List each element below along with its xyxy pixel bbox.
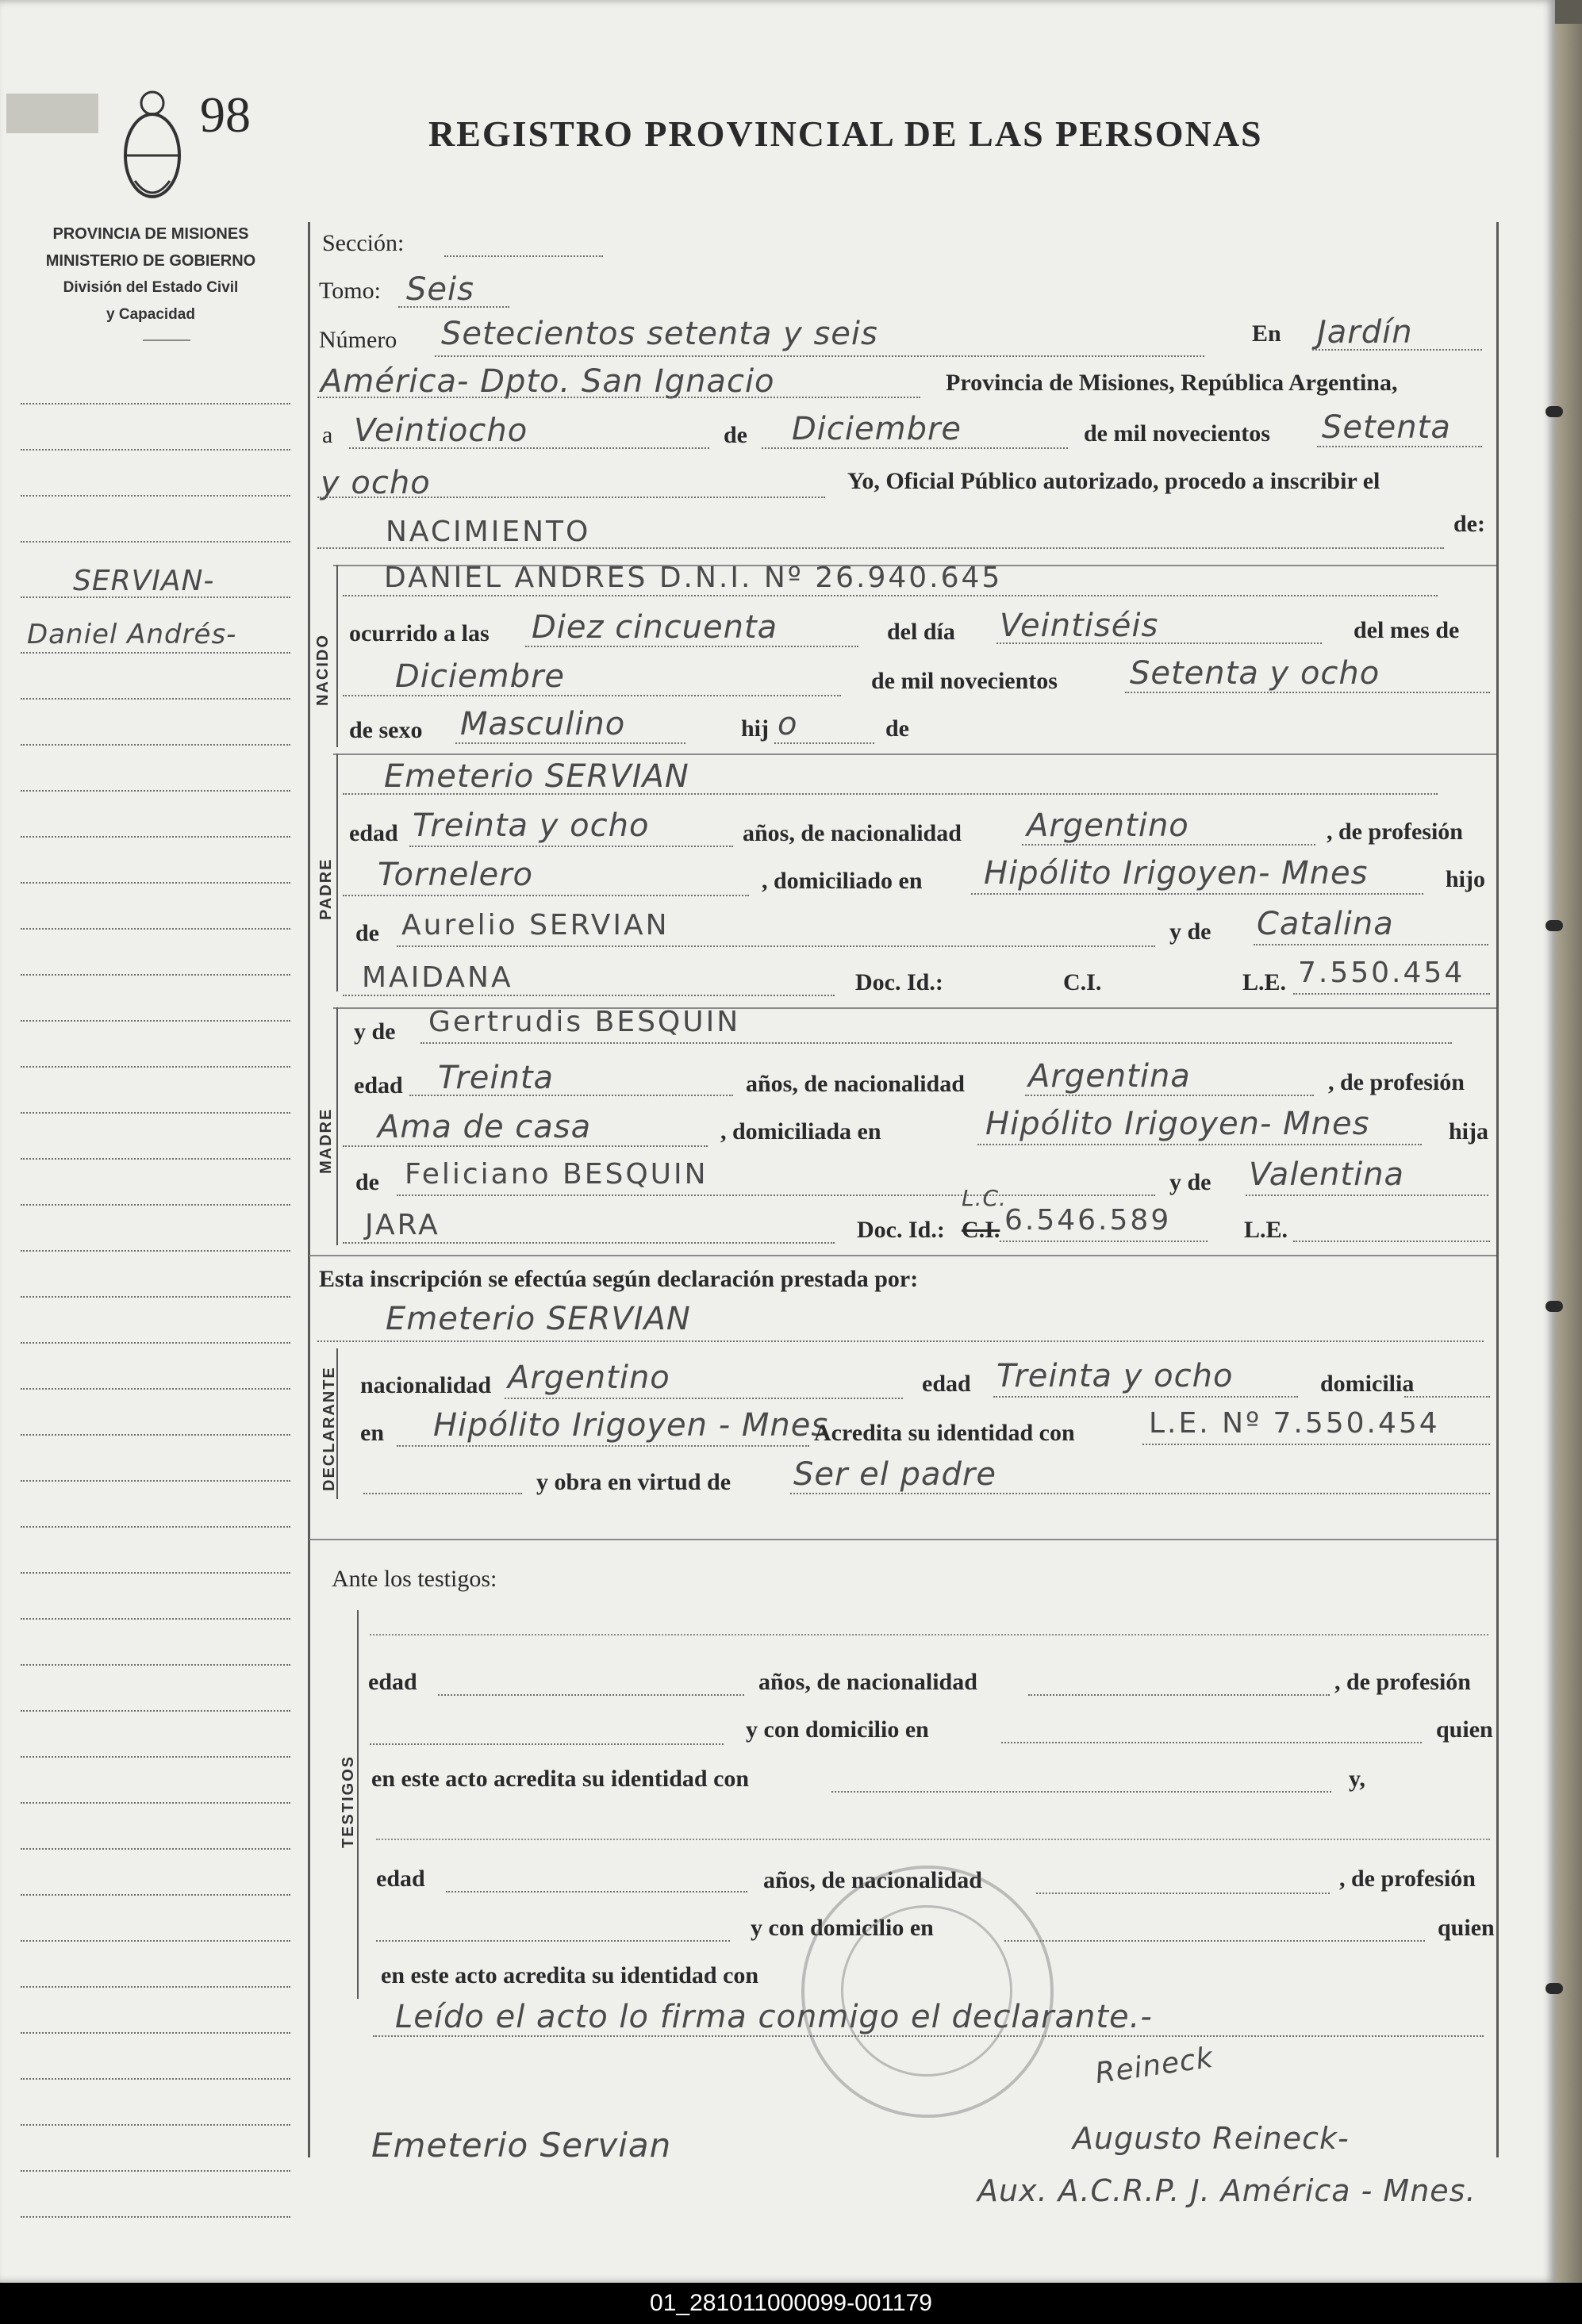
mother-doc-number: 6.546.589	[1004, 1204, 1172, 1237]
father-nationality-field	[1022, 844, 1315, 846]
section-label: Sección:	[322, 230, 405, 256]
witness1-nationality-label: años, de nacionalidad	[758, 1669, 977, 1695]
father-domicile: Hipólito Irigoyen- Mnes	[984, 855, 1369, 892]
witness1-age-field	[438, 1694, 744, 1696]
binder-ring	[1546, 406, 1563, 417]
declaration-text: Esta inscripción se efectúa según declaración prestada por:	[319, 1266, 919, 1292]
section-label-madre: MADRE	[317, 1107, 335, 1174]
binder-ring	[1546, 1301, 1563, 1312]
month-label: de	[724, 422, 747, 448]
maternal-grandfather-label: de	[355, 1169, 379, 1195]
birth-time: Diez cincuenta	[532, 609, 778, 646]
mother-age-field	[409, 1095, 733, 1096]
witness2-age-field	[446, 1891, 747, 1893]
declarant-id-field	[1142, 1444, 1490, 1445]
paternal-grandmother-2-field	[343, 995, 835, 996]
time-field	[525, 646, 858, 647]
maternal-grandfather-field	[397, 1195, 1155, 1196]
year-field	[1317, 446, 1482, 447]
tome-label: Tomo:	[319, 278, 381, 304]
birth-year: Setenta y ocho	[1130, 655, 1380, 692]
father-age-label: edad	[349, 820, 398, 846]
place-value-1: Jardín	[1317, 314, 1413, 351]
witness1-and-label: y,	[1349, 1766, 1365, 1792]
inscription-year-2: y ocho	[321, 465, 431, 501]
father-le-label: L.E.	[1242, 969, 1287, 995]
division-label: División del Estado Civil	[63, 279, 239, 296]
form-left-border	[308, 222, 310, 2157]
maternal-grandfather: Feliciano BESQUIN	[405, 1158, 708, 1191]
number-field	[435, 355, 1204, 357]
mother-name-field	[420, 1042, 1452, 1044]
officer-signature: Reineck	[1092, 2041, 1215, 2091]
witness2-who-label: quien	[1438, 1915, 1495, 1941]
witness2-domicile-field	[1004, 1940, 1425, 1942]
father-name: Emeterio SERVIAN	[384, 758, 689, 795]
mother-profession-label: , de profesión	[1328, 1069, 1465, 1095]
mother-doc-correction: L.C.	[962, 1185, 1007, 1211]
father-doc-label: Doc. Id.:	[855, 969, 943, 995]
witness1-identity-field	[831, 1791, 1331, 1793]
mother-nationality-field	[1025, 1095, 1314, 1096]
padre-divider	[333, 754, 1496, 755]
number-label: Número	[319, 327, 397, 353]
witnesses-label: Ante los testigos:	[332, 1566, 497, 1592]
inscription-day: Veintiocho	[354, 412, 528, 449]
declarant-nationality: Argentino	[508, 1360, 670, 1396]
father-age-field	[409, 846, 733, 847]
section-label-testigos: TESTIGOS	[340, 1755, 357, 1848]
margin-given-names: Daniel Andrés-	[27, 619, 237, 650]
declarant-domicile-tail	[1404, 1396, 1490, 1398]
declarant-virtue: Ser el padre	[793, 1456, 996, 1493]
paternal-grandfather-field	[397, 945, 1155, 947]
father-son-label: hijo	[1446, 866, 1486, 892]
mother-profession: Ama de casa	[378, 1109, 592, 1145]
testigos-divider	[309, 1539, 1496, 1540]
father-doc-type: C.I.	[1063, 969, 1102, 995]
declarant-domicile-label: domicilia	[1320, 1371, 1415, 1397]
father-domicile-label: , domiciliado en	[762, 868, 923, 894]
day-field	[349, 447, 709, 449]
binder-ring	[1546, 1983, 1563, 1994]
mother-doc-field	[1000, 1241, 1208, 1242]
form-right-border	[1496, 222, 1499, 2157]
paternal-grandmother-1: Catalina	[1257, 906, 1394, 942]
father-domicile-field	[971, 893, 1423, 895]
tome-field	[398, 306, 509, 308]
maternal-grandmother-1: Valentina	[1249, 1156, 1405, 1193]
inscription-year-1: Setenta	[1322, 409, 1451, 446]
witness2-nationality-field	[1036, 1893, 1330, 1894]
of-label: de:	[1453, 511, 1485, 537]
witness1-who-label: quien	[1436, 1716, 1493, 1743]
witness1-domicile-label: y con domicilio en	[746, 1716, 929, 1743]
declarant-id: L.E. Nº 7.550.454	[1149, 1407, 1440, 1440]
declarant-age-label: edad	[922, 1371, 971, 1397]
mother-doc-type: C.I.	[962, 1217, 1000, 1243]
declarant-age: Treinta y ocho	[996, 1358, 1234, 1394]
margin-surname: SERVIAN-	[73, 565, 215, 597]
page-number-smudge	[6, 94, 98, 133]
closing-statement: Leído el acto lo firma conmigo el declarante.-	[395, 1999, 1153, 2035]
paternal-grandmother-2: MAIDANA	[362, 961, 513, 994]
section-field	[444, 255, 603, 257]
witness2-profession-field	[376, 1940, 730, 1942]
image-id-caption: 01_281011000099-001179	[0, 2283, 1582, 2324]
section-label-nacido: NACIDO	[314, 634, 332, 706]
sex-field	[455, 742, 685, 744]
province-label: PROVINCIA DE MISIONES	[52, 225, 249, 243]
maternal-grandmother-label: y de	[1169, 1169, 1211, 1195]
sex-label: de sexo	[349, 717, 423, 743]
maternal-grandmother-2-field	[343, 1242, 835, 1244]
act-type: NACIMIENTO	[386, 516, 591, 548]
maternal-grandmother-field	[1246, 1195, 1488, 1196]
sex-value: Masculino	[460, 706, 626, 742]
month-field	[762, 447, 1068, 449]
witness1-identity-label: en este acto acredita su identidad con	[371, 1766, 750, 1792]
father-nationality-label: años, de nacionalidad	[743, 820, 962, 846]
witness1-nationality-field	[1028, 1694, 1330, 1696]
year-label: de mil novecientos	[1084, 420, 1270, 447]
madre-border	[336, 1007, 338, 1245]
father-profession: Tornelero	[378, 857, 534, 893]
coat-of-arms-icon	[119, 86, 186, 203]
declarant-identity-label: Acredita su identidad con	[814, 1420, 1075, 1446]
paternal-grandfather-label: de	[355, 920, 379, 946]
mother-profession-field	[343, 1145, 708, 1147]
witness1-age-label: edad	[368, 1669, 417, 1695]
declarant-nationality-field	[505, 1398, 903, 1399]
father-profession-field	[343, 895, 749, 896]
mother-age-label: edad	[354, 1072, 403, 1099]
officer-name: Augusto Reineck-	[1073, 2121, 1350, 2156]
witness2-nationality-label: años, de nacionalidad	[763, 1867, 982, 1893]
father-name-field	[343, 793, 1438, 795]
of-parents-label: de	[885, 715, 909, 742]
declarant-age-field	[993, 1396, 1298, 1398]
mother-nationality: Argentina	[1028, 1058, 1191, 1095]
declarant-signature: Emeterio Servian	[371, 2126, 672, 2165]
mother-daughter-label: hija	[1449, 1118, 1489, 1145]
witness-line-1	[370, 1634, 1488, 1636]
office-underline	[143, 339, 190, 341]
child-suffix: o	[778, 706, 798, 742]
division-label-2: y Capacidad	[106, 306, 195, 323]
maternal-grandmother-2: JARA	[365, 1209, 440, 1241]
mother-doc-label: Doc. Id.:	[857, 1217, 945, 1243]
mother-name: Gertrudis BESQUIN	[428, 1006, 741, 1038]
mother-nationality-label: años, de nacionalidad	[746, 1071, 965, 1097]
witness2-profession-label: , de profesión	[1339, 1866, 1476, 1892]
declarant-nationality-label: nacionalidad	[360, 1372, 492, 1398]
declarant-virtue-pre	[363, 1493, 522, 1494]
place-label: En	[1252, 320, 1281, 347]
father-le-field	[1293, 993, 1490, 995]
place-field	[1312, 349, 1482, 351]
declarant-domicile: Hipólito Irigoyen - Mnes	[433, 1407, 829, 1444]
province-text: Provincia de Misiones, República Argentina,	[946, 370, 1398, 396]
nacido-border	[336, 565, 338, 747]
mother-age: Treinta	[438, 1060, 555, 1096]
page-number: 98	[200, 86, 251, 143]
paternal-grandfather: Aurelio SERVIAN	[401, 909, 670, 941]
paternal-grandmother-label: y de	[1169, 918, 1211, 945]
registry-title: REGISTRO PROVINCIAL DE LAS PERSONAS	[428, 113, 1263, 154]
mother-prefix: y de	[354, 1018, 396, 1045]
witness1-profession-label: , de profesión	[1334, 1669, 1471, 1695]
birth-month: Diciembre	[395, 658, 566, 695]
ministry-label: MINISTERIO DE GOBIERNO	[45, 252, 256, 270]
act-field	[317, 547, 1444, 549]
time-label: ocurrido a las	[349, 620, 490, 646]
birth-month-field	[343, 695, 841, 696]
child-label: hij	[741, 715, 770, 742]
father-le-number: 7.550.454	[1298, 957, 1465, 989]
child-field	[774, 742, 874, 744]
declarant-name-field	[317, 1340, 1484, 1342]
issuing-office	[16, 221, 286, 328]
number-value: Setecientos setenta y seis	[441, 316, 878, 352]
month-of-label: del mes de	[1354, 617, 1460, 643]
declarant-virtue-field	[790, 1493, 1490, 1494]
witness-line-2	[376, 1839, 1490, 1840]
place-value-2: América- Dpto. San Ignacio	[321, 363, 775, 400]
officer-title: Aux. A.C.R.P. J. América - Mnes.	[977, 2173, 1476, 2208]
father-nationality: Argentino	[1027, 807, 1189, 844]
inscription-month: Diciembre	[792, 411, 962, 447]
declarant-in-label: en	[360, 1420, 384, 1446]
father-age: Treinta y ocho	[413, 807, 650, 844]
place-field-2	[317, 397, 920, 398]
mother-le-label: L.E.	[1244, 1217, 1288, 1243]
birth-year-field	[1125, 692, 1490, 693]
padre-border	[336, 754, 338, 991]
witness1-domicile-field	[1001, 1742, 1422, 1743]
mother-domicile-field	[977, 1144, 1422, 1145]
witness2-identity-label: en este acto acredita su identidad con	[381, 1962, 759, 1988]
name-field	[343, 595, 1438, 596]
child-name: DANIEL ANDRES D.N.I. Nº 26.940.645	[384, 562, 1003, 594]
section-label-padre: PADRE	[317, 857, 335, 920]
birth-day: Veintiséis	[1000, 608, 1159, 644]
day-prefix: a	[322, 422, 333, 448]
paternal-grandmother-field	[1254, 944, 1488, 945]
section-label-declarante: DECLARANTE	[321, 1366, 338, 1491]
witness2-age-label: edad	[376, 1866, 425, 1892]
witness2-domicile-label: y con domicilio en	[751, 1915, 934, 1941]
officer-statement: Yo, Oficial Público autorizado, procedo a inscribir el	[847, 468, 1380, 494]
mother-le-field	[1293, 1241, 1490, 1242]
binder-ring	[1546, 920, 1563, 931]
declarant-virtue-label: y obra en virtud de	[536, 1469, 731, 1495]
witness1-profession-field	[370, 1743, 724, 1745]
mother-domicile: Hipólito Irigoyen- Mnes	[985, 1106, 1370, 1142]
birth-year-label: de mil novecientos	[871, 668, 1058, 694]
year-field-2	[317, 497, 825, 498]
tome-value: Seis	[406, 271, 474, 308]
declarant-name: Emeterio SERVIAN	[386, 1301, 691, 1337]
declaration-divider	[309, 1255, 1496, 1256]
day-label: del día	[887, 619, 955, 645]
official-seal-inner	[841, 1905, 1012, 2077]
binder-spine	[1552, 24, 1582, 2284]
mother-domicile-label: , domiciliada en	[720, 1118, 881, 1145]
father-profession-label: , de profesión	[1327, 819, 1463, 845]
birth-day-field	[996, 642, 1322, 644]
declarant-domicile-field	[397, 1445, 809, 1447]
